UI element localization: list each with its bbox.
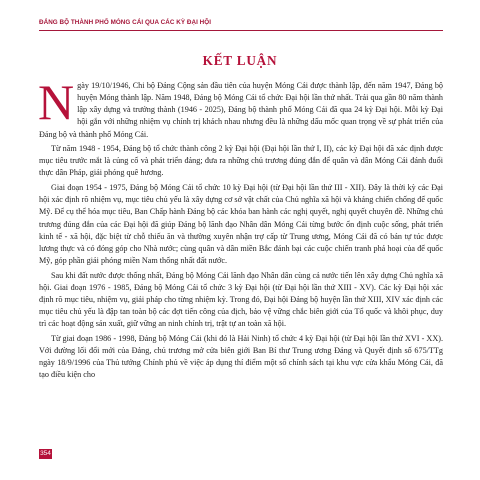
page-number: 354 <box>40 450 51 457</box>
paragraph-4: Sau khi đất nước được thống nhất, Đảng bộ Móng Cái lãnh đạo Nhân dân cùng cả nước tiến lên xây dựng Chủ nghĩa xã hội. Giai đoạn 1976 - 1985, Đảng bộ Móng Cái tổ chức 3 kỳ Đại hội (từ Đại hội lần thứ XIII - XV). Các kỳ Đại hội xác định rõ mục tiêu, nhiệm vụ, giải pháp cho từng nhiệm kỳ. Trong đó, Đại hội Đảng bộ huyện lần thứ XIII, XIV xác định các mục tiêu chủ yếu là đập tan toàn bộ các đợt tiến công của địch, bảo vệ vững chắc biên giới của Tổ quốc và khôi phục, duy trì các hoạt động sản xuất, giữ vững an ninh chính trị, trật tự an toàn xã hội. <box>39 270 443 329</box>
paragraph-5: Từ giai đoạn 1986 - 1998, Đảng bộ Móng Cái (khi đó là Hải Ninh) tổ chức 4 kỳ Đại hội (từ Đại hội lần thứ XVI - XX). Với đường lối đổi mới của Đảng, chủ trương mở cửa biên giới Ban Bí thư Trung ương Đảng và Quyết định số 675/TTg ngày 18/9/1996 của Thủ tướng Chính phủ về việc áp dụng thí điểm một số chính sách tại khu vực cửa khẩu Móng Cái, đã tạo điều kiện cho <box>39 333 443 380</box>
paragraph-1 <box>38 74 443 141</box>
paragraph-2: Từ năm 1948 - 1954, Đảng bộ tổ chức thành công 2 kỳ Đại hội (Đại hội lần thứ I, II), các kỳ Đại hội đã xác định được mục tiêu trước mắt là củng cố và phát triển đảng; đưa ra những chủ trương đúng đắn để quân và dân Móng Cái đánh đuổi thực dân Pháp, giải phóng quê hương. <box>39 144 443 178</box>
paragraph-1-text: gày 19/10/1946, Chi bộ Đảng Cộng sản đầu tiên của huyện Móng Cái được thành lập, đến năm 1947, Đảng bộ huyện Móng thành lập. Năm 1948, Đảng bộ Móng Cái tổ chức Đại hội lần thứ nhất. Trải qua gần 80 năm thành lập xây dựng và trưởng thành (1946 - 2025), Đảng bộ thành phố Móng Cái đã qua 24 kỳ Đại hội. Mỗi kỳ Đại hội gắn với những nhiệm vụ chính trị khách nhau nhưng đều là những dấu mốc quan trọng về sự phát triển của Đảng bộ và thành phố Móng Cái. <box>39 81 443 139</box>
drop-cap: N <box>38 74 75 130</box>
paragraph-3: Giai đoạn 1954 - 1975, Đảng bộ Móng Cái tổ chức 10 kỳ Đại hội (từ Đại hội lần thứ III - XII). Đây là thời kỳ các Đại hội xác định rõ nhiệm vụ, mục tiêu chủ yếu là xây dựng cơ sở vật chất của Chủ nghĩa xã hội và kháng chiến chống đế quốc Mỹ. Để cụ thể hóa mục tiêu, Ban Chấp hành Đảng bộ các khóa ban hành các nghị quyết, nghị quyết chuyên đề. Những chủ trương đúng đắn của các Đại hội đã giúp Đảng bộ lãnh đạo Nhân dân Móng Cái từng bước ổn định cuộc sống, phát triển kinh tế - xã hội, đặc biệt từ chỗ thiếu ăn và thường xuyên nhận trợ cấp từ Trung ương, Móng Cái đã có bán tự túc được lương thực và có đóng góp cho Nhà nước; cùng quân và dân miền Bắc đánh bại các cuộc chiến tranh phá hoại của đế quốc Mỹ, góp phần giải phóng miền Nam thống nhất đất nước. <box>39 183 443 265</box>
running-header: ĐẢNG BỘ THÀNH PHỐ MÓNG CÁI QUA CÁC KỲ ĐẠI HỘI <box>39 19 212 26</box>
body-text <box>38 74 443 381</box>
chapter-title: KẾT LUẬN <box>202 53 278 68</box>
header-rule <box>39 30 443 31</box>
